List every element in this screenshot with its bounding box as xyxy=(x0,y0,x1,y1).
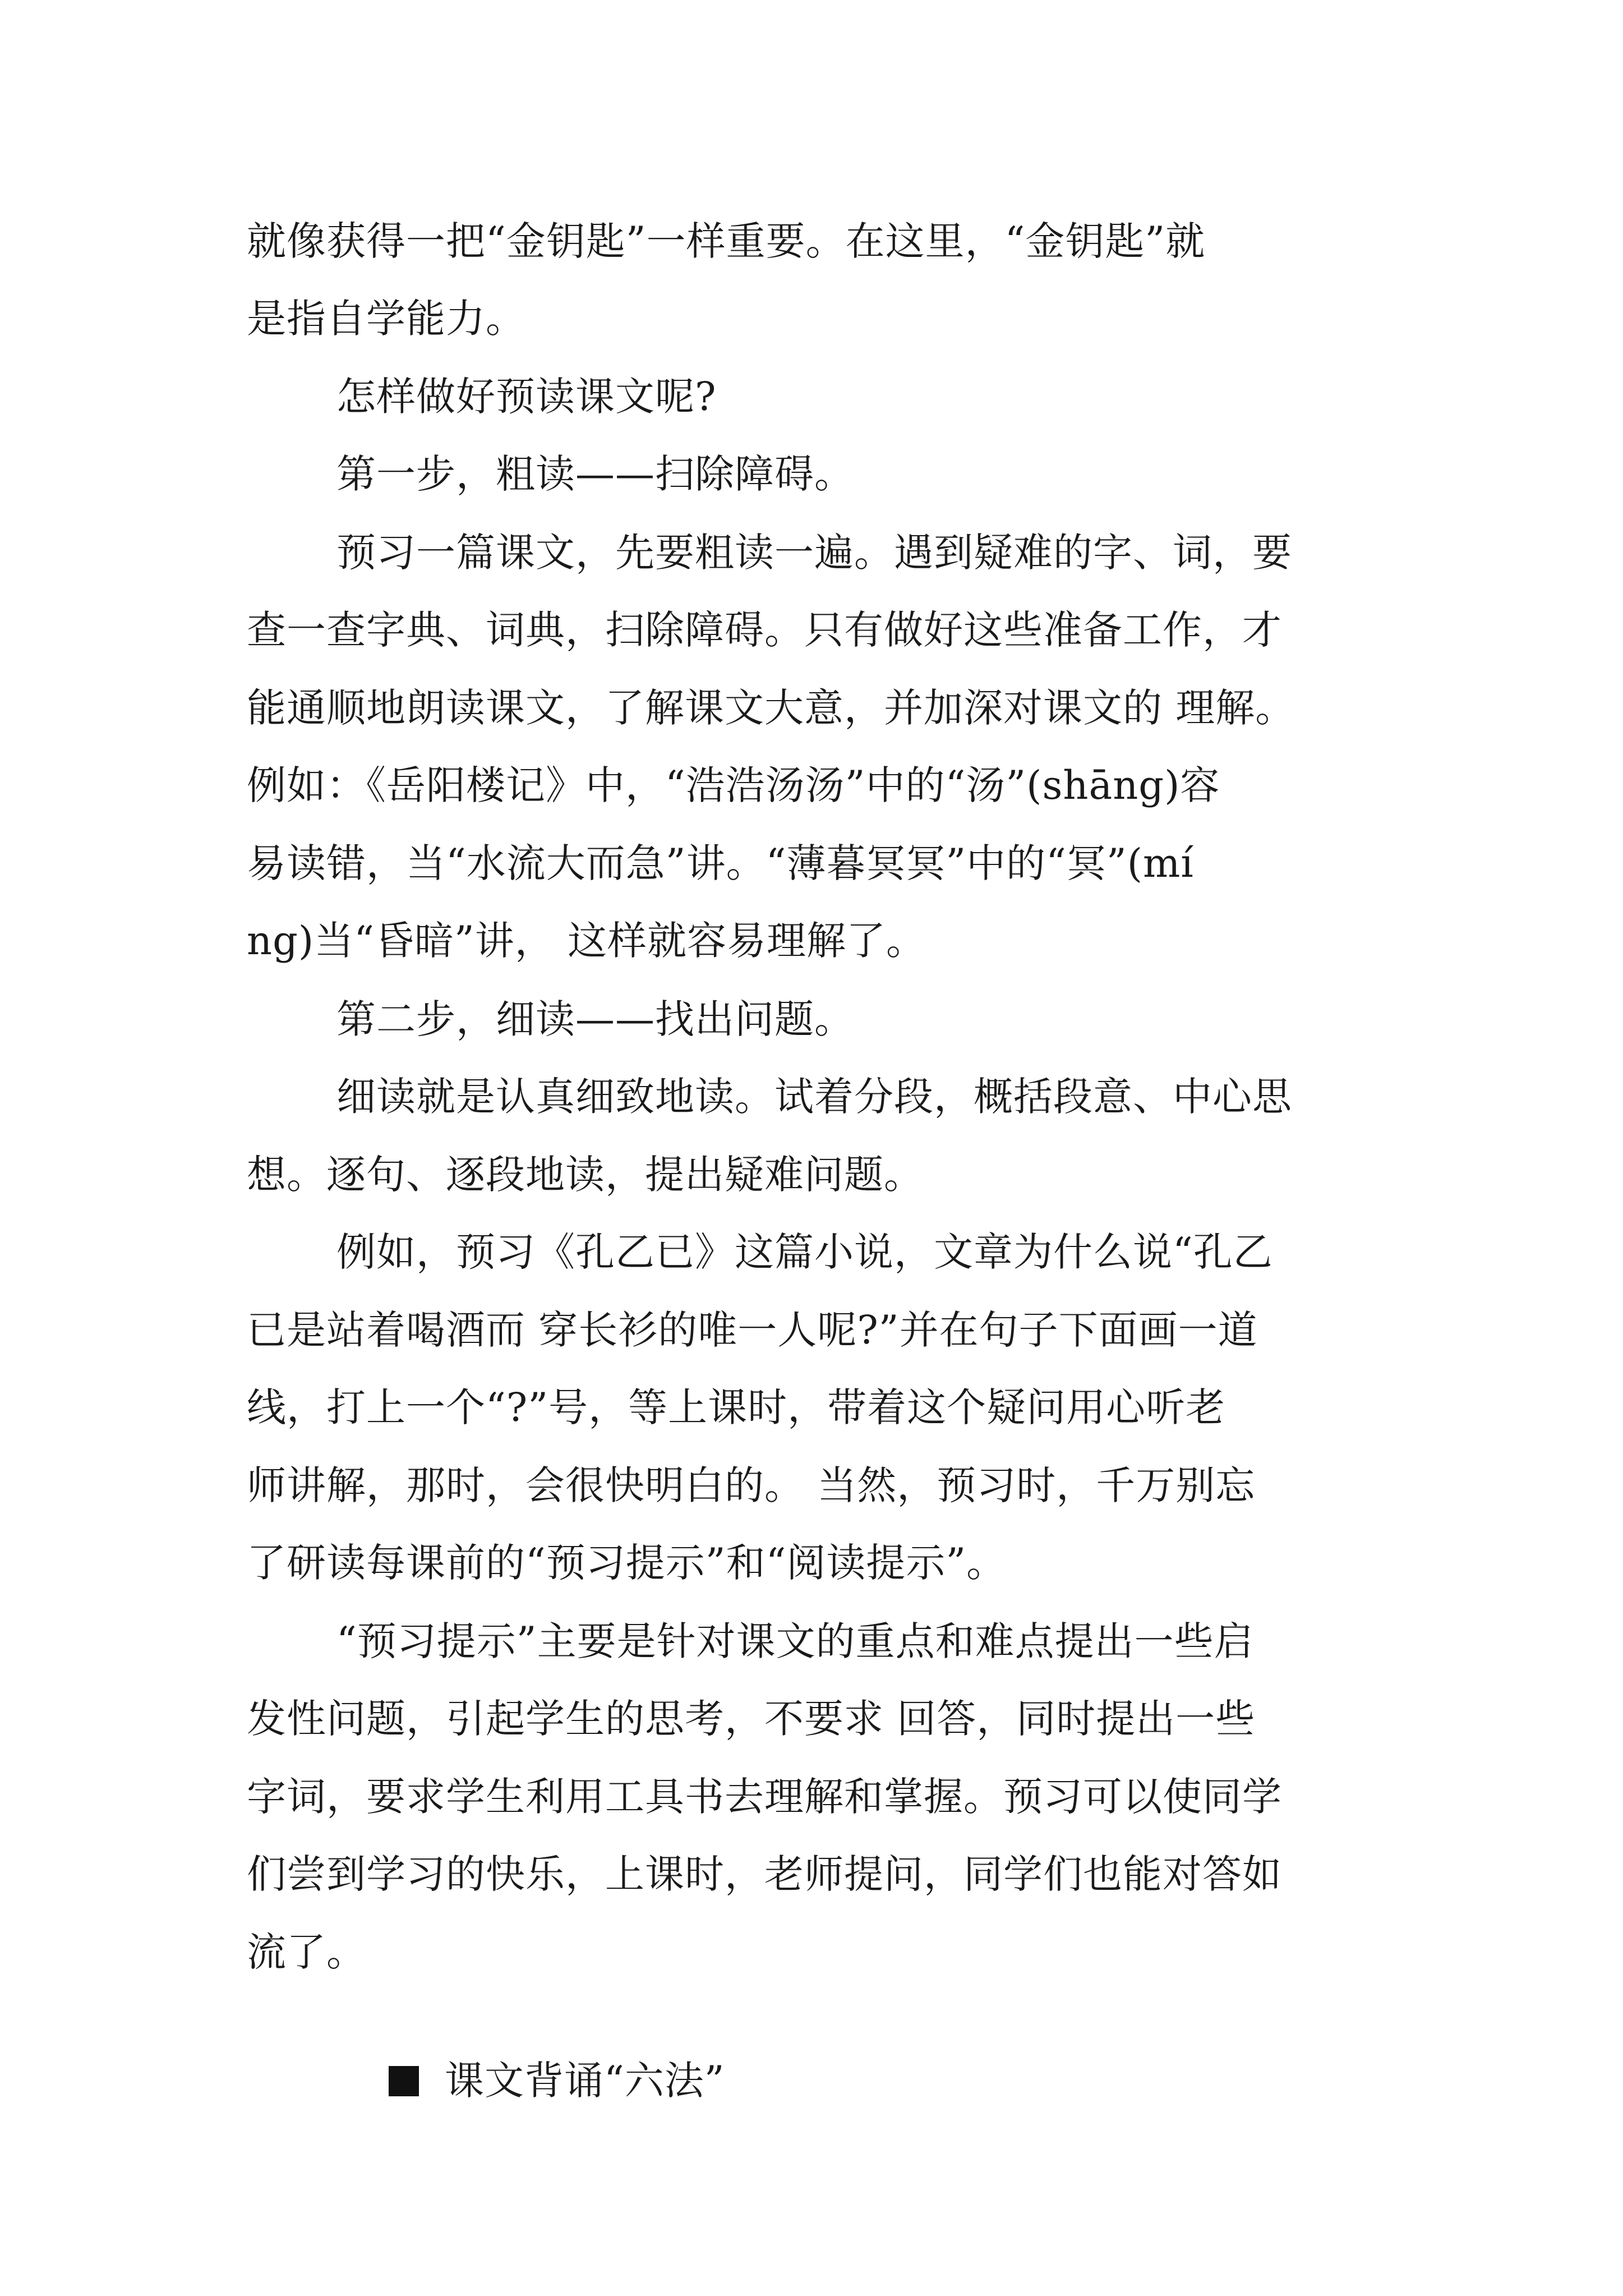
text-line: 想。逐句、逐段地读，提出疑难问题。 xyxy=(247,1152,924,1198)
text-line: 师讲解，那时，会很快明白的。 当然，预习时，千万别忘 xyxy=(247,1462,1256,1508)
text-line: 怎样做好预读课文呢? xyxy=(336,374,717,420)
text-line: 是指自学能力。 xyxy=(247,296,525,342)
text-line: 字词，要求学生利用工具书去理解和掌握。预习可以使同学 xyxy=(247,1774,1282,1820)
text-line: 查一查字典、词典，扫除障碍。只有做好这些准备工作，才 xyxy=(247,607,1282,653)
text-line: 能通顺地朗读课文，了解课文大意，并加深对课文的 理解。 xyxy=(247,685,1295,731)
section-heading xyxy=(336,2005,1623,2156)
text-line: 易读错，当“水流大而急”讲。“薄暮冥冥”中的“冥”(mí xyxy=(247,840,1194,886)
text-line: 发性问题，引起学生的思考，不要求 回答，同时提出一些 xyxy=(247,1696,1256,1742)
text-line: 流了。 xyxy=(247,1929,366,1975)
text-line: 第一步，粗读——扫除障碍。 xyxy=(336,451,854,497)
text-line: 例如：《岳阳楼记》中，“浩浩汤汤”中的“汤”(shāng)容 xyxy=(247,762,1220,808)
text-line: 例如，预习《孔乙已》这篇小说，文章为什么说“孔乙 xyxy=(336,1229,1273,1275)
text-line: 已是站着喝酒而 穿长衫的唯一人呢?”并在句子下面画一道 xyxy=(247,1307,1258,1353)
text-line: 就像获得一把“金钥匙”一样重要。在这里，“金钥匙”就 xyxy=(247,218,1206,264)
section-heading-text: 课文背诵“六法” xyxy=(445,2058,725,2104)
text-line: 预习一篇课文，先要粗读一遍。遇到疑难的字、词，要 xyxy=(336,530,1292,576)
text-line: 们尝到学习的快乐，上课时，老师提问，同学们也能对答如 xyxy=(247,1851,1282,1897)
text-line: 线，打上一个“?”号，等上课时，带着这个疑问用心听老 xyxy=(247,1384,1226,1430)
text-line: 细读就是认真细致地读。试着分段，概括段意、中心思 xyxy=(336,1074,1292,1120)
text-line: 第二步，细读——找出问题。 xyxy=(336,996,854,1042)
square-bullet-icon xyxy=(389,2066,419,2096)
text-line: 了研读每课前的“预习提示”和“阅读提示”。 xyxy=(247,1540,1007,1586)
text-line: “预习提示”主要是针对课文的重点和难点提出一些启 xyxy=(336,1618,1254,1664)
text-line: ng)当“昏暗”讲， 这样就容易理解了。 xyxy=(247,918,926,964)
